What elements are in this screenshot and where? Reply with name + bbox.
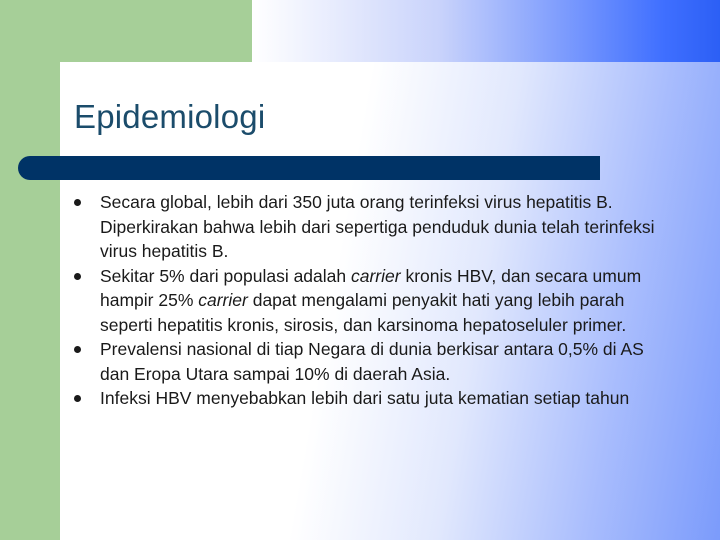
left-green-band: [0, 0, 60, 540]
text-segment: dapat mengalami penyakit hati yang lebih parah seperti hepatitis kronis, sirosis, dan karsinoma hepatoseluler primer.: [100, 290, 627, 335]
bullet-item: [74, 386, 674, 411]
top-green-band: [0, 0, 252, 62]
italic-term: carrier: [198, 290, 248, 310]
text-segment: Secara global, lebih dari 350 juta orang terinfeksi virus hepatitis B. Diperkirakan bahwa lebih dari sepertiga penduduk dunia telah terinfeksi virus hepatitis B.: [100, 192, 655, 261]
title-underline-bar: [18, 156, 600, 180]
bullet-list: [74, 190, 674, 411]
top-gradient-panel: [252, 0, 720, 62]
bullet-dot-icon: [74, 273, 81, 280]
bullet-dot-icon: [74, 346, 81, 353]
bullet-text: [100, 192, 655, 261]
bullet-dot-icon: [74, 199, 81, 206]
text-segment: Sekitar 5% dari populasi adalah: [100, 265, 351, 286]
bullet-item: [74, 264, 674, 338]
bullet-item: [74, 337, 674, 386]
slide-title: Epidemiologi: [74, 98, 266, 135]
text-segment: Infeksi HBV menyebabkan lebih dari satu juta kematian setiap tahun: [100, 388, 630, 408]
bullet-text: [100, 388, 629, 408]
bullet-dot-icon: [74, 395, 81, 402]
bullet-text: [100, 266, 641, 335]
text-segment: kronis HBV, dan secara umum hampir 25%: [100, 265, 642, 310]
bullet-item: [74, 190, 674, 264]
italic-term: carrier: [351, 265, 401, 286]
bullet-text: [100, 339, 644, 384]
text-segment: Prevalensi nasional di tiap Negara di dunia berkisar antara 0,5% di AS dan Eropa Utara sampai 10% di daerah Asia.: [100, 339, 644, 384]
